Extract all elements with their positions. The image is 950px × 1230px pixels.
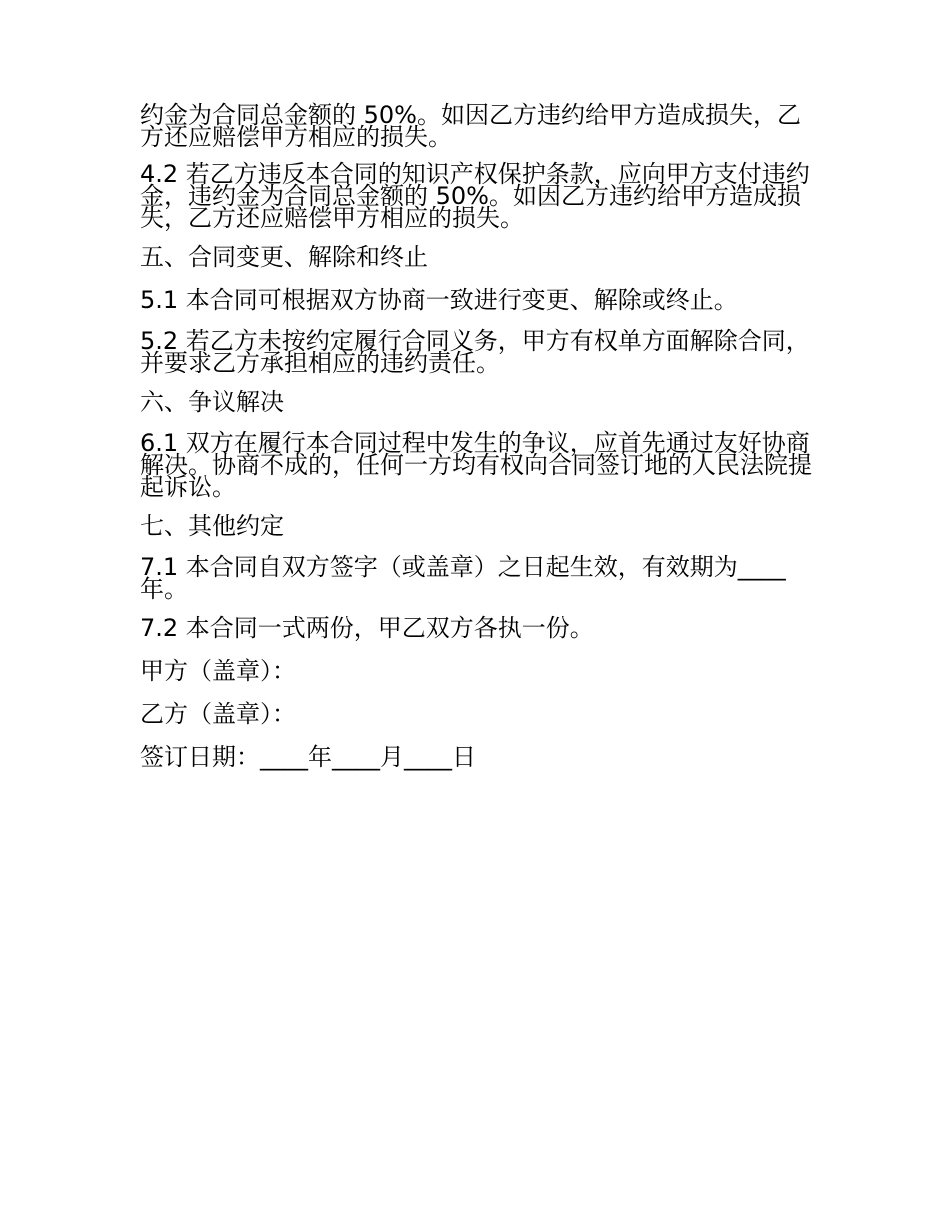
- signature-date: 签订日期：____年____月____日: [140, 743, 476, 771]
- signature-party-a: 甲方（盖章）：: [140, 657, 296, 685]
- document-body: [140, 101, 820, 787]
- clause-4-2: 4.2 若乙方违反本合同的知识产权保护条款，应向甲方支付违约金，违约金为合同总金额的 50%。如因乙方违约给甲方造成损失，乙方还应赔偿甲方相应的损失。: [140, 160, 810, 232]
- section-heading-5: 五、合同变更、解除和终止: [140, 243, 428, 271]
- clause-5-2: 5.2 若乙方未按约定履行合同义务，甲方有权单方面解除合同，并要求乙方承担相应的违约责任。: [140, 327, 810, 377]
- section-heading-7: 七、其他约定: [140, 512, 284, 540]
- clause-4-1-continuation: 约金为合同总金额的 50%。如因乙方违约给甲方造成损失，乙方还应赔偿甲方相应的损失。: [140, 101, 801, 151]
- section-heading-6: 六、争议解决: [140, 388, 284, 416]
- signature-party-b: 乙方（盖章）：: [140, 700, 296, 728]
- clause-5-1: 5.1 本合同可根据双方协商一致进行变更、解除或终止。: [140, 286, 738, 314]
- clause-7-1: 7.1 本合同自双方签字（或盖章）之日起生效，有效期为____年。: [140, 553, 786, 603]
- clause-6-1: 6.1 双方在履行本合同过程中发生的争议，应首先通过友好协商解决。协商不成的，任何一方均有权向合同签订地的人民法院提起诉讼。: [140, 429, 812, 501]
- clause-7-2: 7.2 本合同一式两份，甲乙双方各执一份。: [140, 614, 594, 642]
